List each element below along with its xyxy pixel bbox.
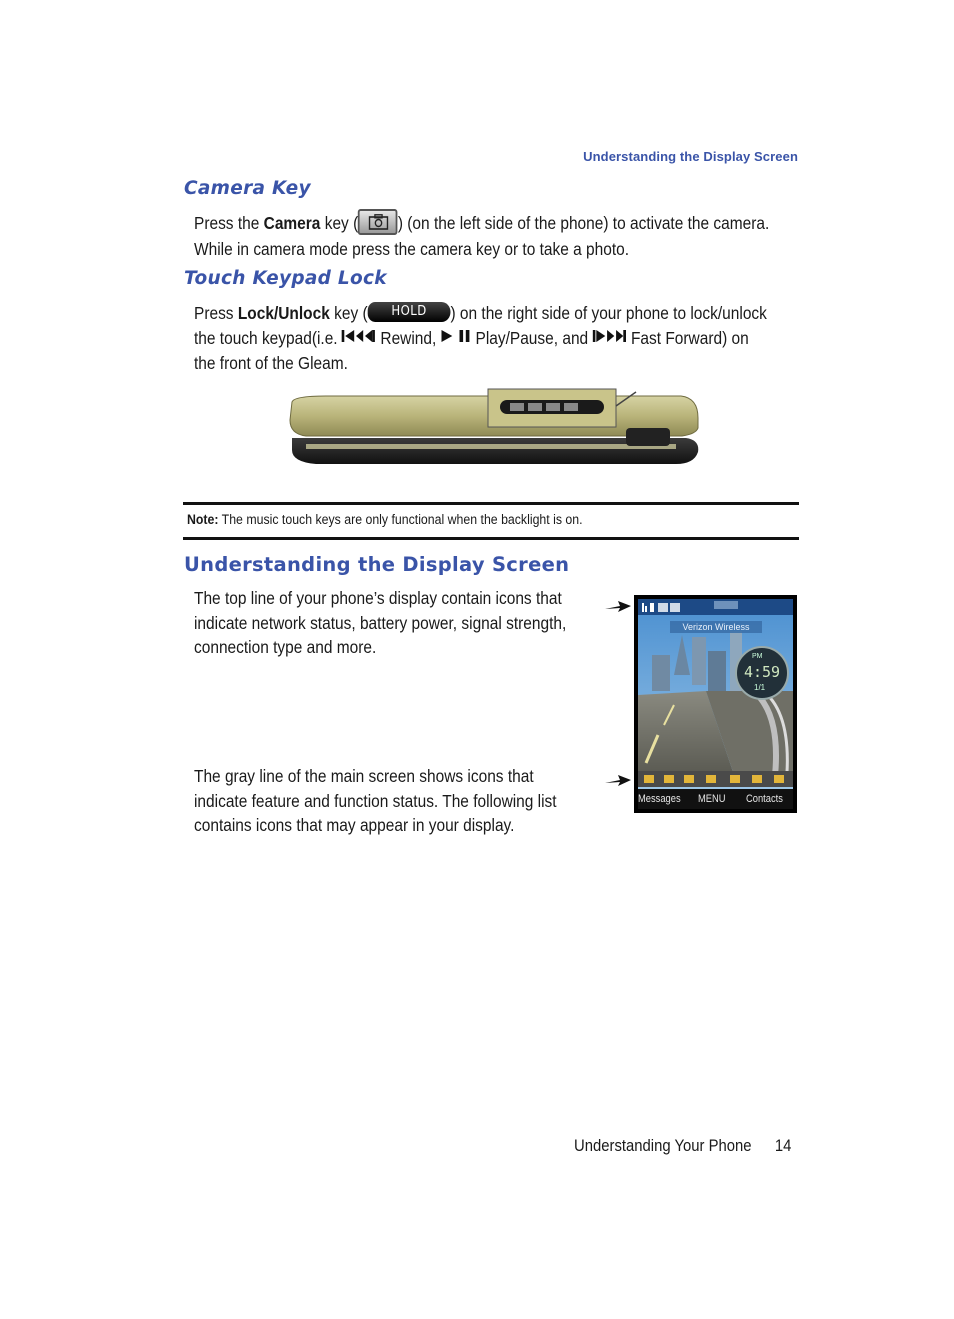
note-rule-top — [183, 502, 799, 505]
lock-line2-pre: the touch keypad(i.e. — [194, 327, 342, 348]
fast-forward-label: Fast Forward) on — [626, 327, 749, 348]
display-para-1-line-1: The top line of your phone’s display contain icons that — [194, 588, 562, 608]
note-rule-bottom — [183, 537, 799, 540]
camera-key-paragraph — [194, 211, 769, 262]
lock-text-mid: key ( — [329, 303, 368, 323]
softkey-menu[interactable]: MENU — [698, 793, 726, 805]
display-para-1-line-2: indicate network status, battery power, signal strength, — [194, 612, 567, 633]
phone-display-image — [634, 595, 797, 813]
camera-key-text-pre: Press the — [194, 213, 264, 233]
screen-clock-time: 4:59 — [743, 663, 781, 681]
display-screen-heading: Understanding the Display Screen — [184, 553, 570, 576]
camera-key-icon — [358, 209, 398, 235]
page-footer — [574, 1137, 791, 1156]
display-para-1-line-3: connection type and more. — [194, 637, 377, 657]
lock-bold: Lock/Unlock — [237, 303, 330, 323]
play-pause-label: Play/Pause, and — [471, 327, 593, 348]
note — [187, 512, 583, 527]
hold-key-icon: HOLD — [368, 302, 451, 322]
display-para-1 — [194, 586, 566, 660]
running-header: Understanding the Display Screen — [583, 149, 798, 164]
display-para-2-line-3: contains icons that may appear in your display. — [194, 815, 515, 835]
camera-key-bold: Camera — [263, 213, 321, 233]
arrow-right-icon — [604, 774, 632, 793]
rewind-icon — [342, 325, 376, 350]
softkey-contacts[interactable]: Contacts — [746, 793, 783, 805]
display-para-2-line-1: The gray line of the main screen shows icons that — [194, 766, 534, 786]
screen-clock-date: 1/1 — [754, 683, 766, 692]
camera-key-text-post: ) (on the left side of the phone) to activate the camera. — [397, 213, 770, 233]
camera-key-text-mid: key ( — [320, 213, 359, 233]
lock-line3: the front of the Gleam. — [194, 353, 348, 374]
rewind-label: Rewind, — [376, 327, 441, 348]
lock-text-post: ) on the right side of your phone to lock/unlock — [450, 303, 767, 323]
display-para-2-line-2: indicate feature and function status. The following list — [194, 790, 557, 811]
phone-side-image — [286, 384, 702, 475]
camera-key-line2: While in camera mode press the camera key or to take a photo. — [194, 239, 630, 260]
touch-keypad-lock-heading: Touch Keypad Lock — [184, 268, 387, 289]
arrow-right-icon — [604, 600, 632, 619]
camera-key-heading: Camera Key — [184, 178, 311, 199]
display-para-2 — [194, 764, 557, 838]
play-pause-icon — [441, 325, 472, 350]
softkey-messages[interactable]: Messages — [638, 793, 681, 805]
page-number: 14 — [774, 1137, 792, 1155]
screen-banner: Verizon Wireless — [682, 622, 750, 632]
touch-keypad-lock-paragraph — [194, 301, 767, 376]
screen-clock-ampm: PM — [752, 653, 763, 660]
footer-chapter: Understanding Your Phone — [574, 1137, 752, 1155]
fast-forward-icon — [592, 325, 626, 350]
note-label: Note: — [187, 512, 219, 527]
note-text: The music touch keys are only functional when the backlight is on. — [218, 512, 583, 527]
lock-text-pre: Press — [194, 303, 238, 323]
